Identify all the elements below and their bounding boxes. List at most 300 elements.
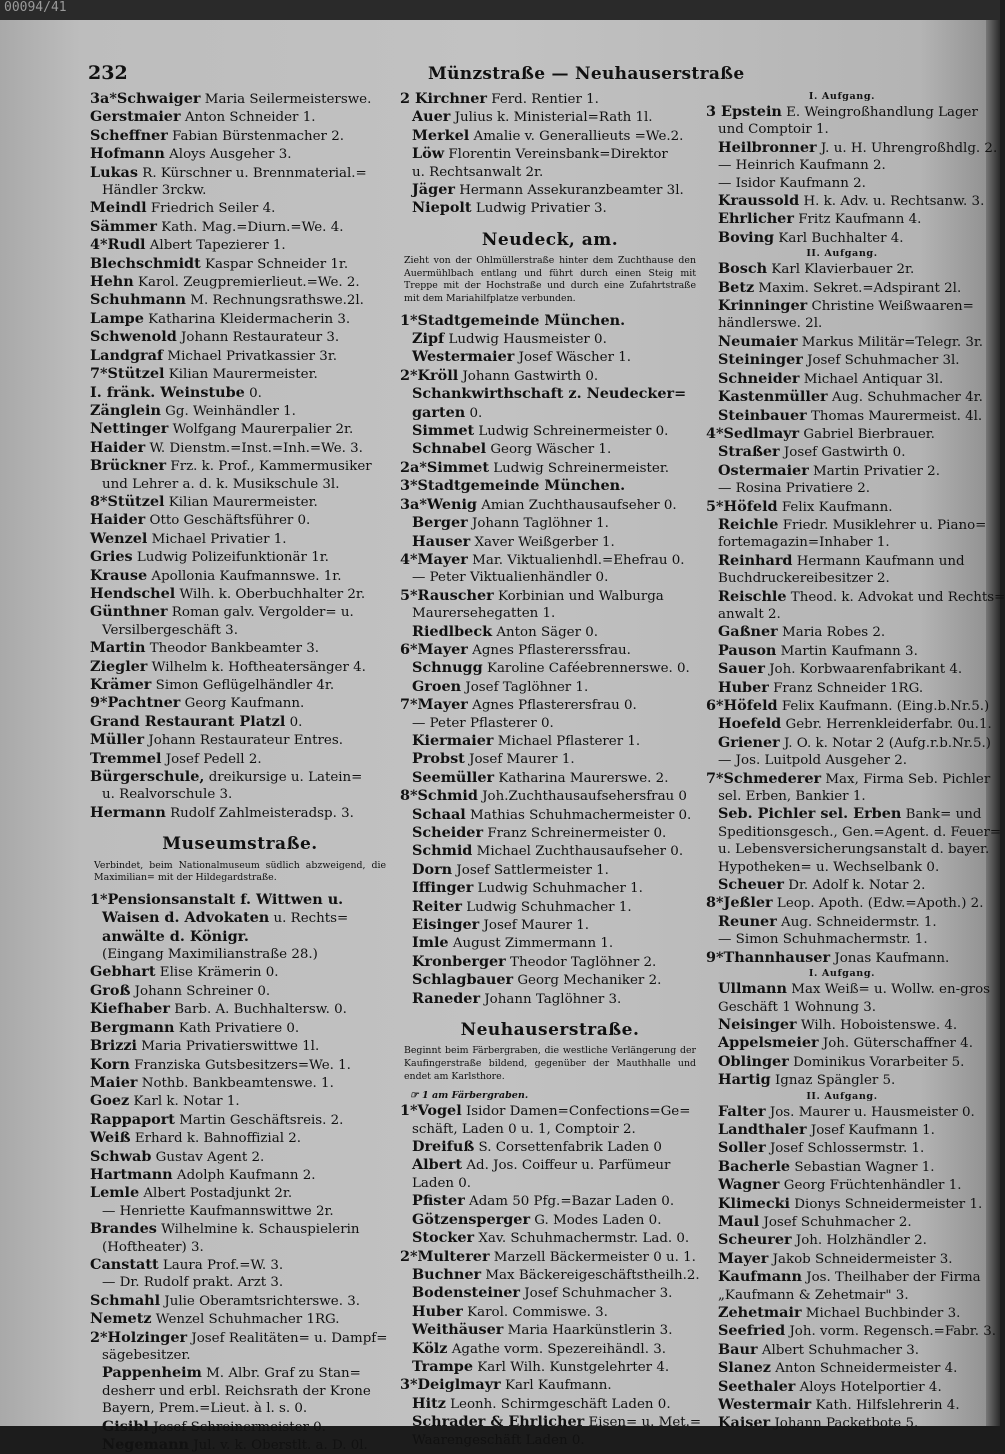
entry-detail: Maurersehegatten 1. [412, 606, 556, 622]
directory-entry [90, 676, 390, 694]
resident-name: Mayer [718, 1249, 769, 1267]
street-heading: Museumstraße. [162, 834, 318, 855]
directory-entry [706, 1103, 978, 1121]
resident-name: I. fränk. Weinstube [90, 383, 245, 401]
entry-detail: Aug. Schuhmacher 4r. [831, 390, 983, 406]
directory-entry [400, 623, 700, 641]
resident-name: Seb. Pichler sel. Erben [718, 805, 902, 823]
entry-detail: Ludwig Schuhmacher 1. [477, 881, 643, 897]
directory-entry [90, 1203, 390, 1220]
resident-name: Imle [412, 934, 449, 952]
resident-name: Hartmann [90, 1165, 173, 1183]
entry-detail: Max, Firma Seb. Pichler [825, 771, 991, 787]
entry-detail: Johann Taglöhner 3. [484, 991, 622, 1007]
resident-name: Canstatt [90, 1255, 159, 1273]
entry-detail: Eisen= u. Met.= [588, 1415, 702, 1431]
directory-entry [90, 108, 390, 126]
resident-name: Schmahl [90, 1291, 161, 1309]
entry-detail: Mar. Viktualienhdl.=Ehefrau 0. [472, 552, 685, 568]
resident-name: 3a*Wenig [400, 495, 477, 513]
entry-detail: Maria Privatierswittwe 1l. [141, 1039, 320, 1055]
resident-name: Probst [412, 750, 465, 768]
directory-entry [90, 310, 390, 328]
directory-entry [400, 1102, 700, 1120]
directory-entry [90, 1274, 390, 1291]
entry-detail: Franz Schneider 1RG. [773, 680, 924, 696]
resident-name: Schrader & Ehrlicher [412, 1413, 585, 1431]
stairway-heading: I. Aufgang. [808, 91, 876, 102]
directory-entry [400, 533, 700, 551]
directory-entry [400, 90, 700, 108]
entry-detail: Ludwig Polizeifunktionär 1r. [136, 550, 329, 566]
resident-name: Krause [90, 566, 148, 584]
resident-name: Bürgerschule, [90, 768, 205, 786]
directory-entry [400, 587, 700, 605]
directory-entry [706, 552, 978, 570]
resident-name: Negemann [102, 1436, 190, 1454]
entry-detail: Jos. Theilhaber der Firma [806, 1270, 981, 1286]
resident-name: Klimecki [718, 1194, 791, 1212]
entry-detail: Simon Geflügelhändler 4r. [155, 678, 335, 693]
entry-detail: Albert Postadjunkt 2r. [143, 1186, 293, 1202]
entry-detail: Martin Geschäftsreis. 2. [179, 1112, 344, 1128]
resident-name: Reinhard [718, 551, 793, 569]
directory-entry [400, 659, 700, 677]
entry-detail: August Zimmermann 1. [452, 936, 614, 952]
directory-entry [90, 1292, 390, 1310]
directory-entry [90, 1000, 390, 1018]
resident-name: Hauser [412, 532, 471, 550]
resident-name: Scheurer [718, 1231, 792, 1249]
resident-name: Maul [718, 1212, 760, 1230]
directory-entry [90, 199, 390, 217]
directory-entry [706, 443, 978, 461]
directory-entry [706, 1176, 978, 1194]
entry-detail: Karl Wilh. Kunstgelehrter 4. [477, 1359, 670, 1375]
directory-entry [706, 769, 991, 788]
entry-detail: Kaspar Schneider 1r. [205, 256, 349, 272]
entry-detail: Michael Privatier 1. [151, 531, 287, 547]
entry-detail: Hermann Assekuranzbeamter 3l. [459, 183, 684, 199]
entry-detail: Hermann Kaufmann und [796, 553, 965, 569]
resident-name: Schmid [412, 842, 473, 860]
resident-name: Seethaler [718, 1377, 796, 1395]
entry-detail: Josef Schreinermeister 0. [153, 1419, 326, 1435]
directory-entry [90, 493, 390, 511]
directory-entry [90, 1148, 390, 1166]
resident-name: Huber [412, 1302, 463, 1320]
entry-detail: Friedrich Seiler 4. [150, 201, 276, 217]
entry-detail: Gabriel Bierbrauer. [803, 426, 935, 442]
resident-name: 4*Rudl [90, 236, 146, 254]
resident-name: Goez [90, 1092, 130, 1110]
directory-entry [90, 622, 390, 639]
entry-detail: G. Modes Laden 0. [534, 1212, 662, 1228]
entry-detail: Aug. Schneidermstr. 1. [781, 914, 937, 930]
resident-name: 1*Stadtgemeinde München. [400, 311, 626, 329]
directory-entry [400, 1211, 700, 1229]
entry-detail: — Simon Schuhmachermstr. 1. [718, 932, 928, 948]
directory-entry [400, 1376, 700, 1394]
directory-entry [706, 534, 978, 551]
resident-name: Betz [718, 278, 755, 296]
directory-entry [400, 514, 700, 532]
resident-name: Rappaport [90, 1110, 175, 1128]
entry-detail: Karol. Zeugpremierlieut.=We. 2. [137, 275, 360, 291]
directory-entry [706, 332, 984, 351]
directory-entry [706, 587, 1005, 606]
directory-entry [90, 1019, 390, 1037]
directory-entry [90, 236, 390, 254]
resident-name: Waisen d. Advokaten [102, 909, 270, 927]
directory-entry [706, 1304, 978, 1322]
stairway-heading: II. Aufgang. [806, 248, 878, 260]
directory-entry [400, 715, 700, 732]
entry-detail: Laden 0. [412, 1175, 472, 1191]
directory-entry [400, 385, 700, 403]
running-head: Münzstraße — Neuhauserstraße [428, 64, 745, 84]
directory-entry [400, 477, 700, 495]
resident-name: Stocker [412, 1229, 475, 1247]
resident-name: Kaiser [718, 1414, 771, 1432]
entry-detail: Johann Restaurateur 3. [181, 330, 340, 346]
entry-detail: Apollonia Kaufmannswe. 1r. [151, 568, 342, 584]
entry-detail: (Hoftheater) 3. [102, 1239, 204, 1255]
directory-entry [400, 971, 700, 989]
resident-name: Korn [90, 1055, 130, 1073]
entry-detail: Josef Realitäten= u. Dampf= [191, 1330, 388, 1346]
directory-entry [400, 750, 700, 768]
resident-name: Sauer [718, 660, 765, 678]
resident-name: Krämer [90, 676, 152, 693]
entry-detail: Jonas Kaufmann. [834, 950, 950, 966]
directory-entry [90, 891, 390, 909]
directory-entry [706, 715, 992, 733]
entry-detail: Leonh. Schirmgeschäft Laden 0. [450, 1396, 671, 1412]
entry-detail: Ludwig Privatier 3. [475, 201, 607, 217]
resident-name: Dorn [412, 860, 453, 878]
entry-detail: Dominikus Vorarbeiter 5. [793, 1054, 965, 1070]
directory-entry [706, 1194, 983, 1213]
directory-entry [90, 731, 390, 749]
entry-detail: händlerswe. 2l. [718, 316, 823, 332]
directory-entry [706, 121, 978, 138]
entry-detail: Amalie v. Generallieuts =We.2. [473, 128, 684, 144]
directory-entry [706, 351, 978, 369]
directory-entry [90, 1074, 390, 1092]
resident-name: Groen [412, 677, 462, 695]
resident-name: Auer [412, 108, 451, 126]
entry-detail: Georg Früchtenhändler 1. [783, 1178, 962, 1194]
entry-detail: Anton Schneidermeister 4. [775, 1361, 958, 1377]
resident-name: Albert [412, 1156, 463, 1174]
entry-detail: Georg Mechaniker 2. [517, 973, 662, 989]
resident-name: garten [412, 403, 466, 421]
entry-detail: Katharina Kleidermacherin 3. [148, 311, 351, 327]
entry-detail: — Peter Viktualienhändler 0. [412, 570, 609, 586]
resident-name: Haider [90, 438, 146, 456]
resident-name: Simmet [412, 422, 475, 440]
scan-label: 00094/41 [4, 0, 67, 15]
entry-detail: — Jos. Luitpold Ausgeher 2. [718, 753, 908, 769]
entry-detail: Agathe vorm. Spezereihändl. 3. [451, 1341, 666, 1357]
resident-name: 7*Schmederer [706, 769, 822, 787]
entry-detail: Ferd. Rentier 1. [491, 92, 599, 107]
entry-detail: sel. Erben, Bankier 1. [718, 789, 866, 805]
entry-detail: Julius k. Ministerial=Rath 1l. [454, 110, 653, 126]
resident-name: 2*Multerer [400, 1247, 490, 1265]
entry-detail: „Kaufmann & Zehetmair" 3. [718, 1287, 909, 1303]
directory-entry [400, 1413, 700, 1431]
entry-detail: Ludwig Schreinermeister. [493, 460, 670, 476]
entry-detail: Isidor Damen=Confections=Ge= [465, 1104, 691, 1120]
directory-entry [90, 946, 390, 963]
directory-entry [400, 1340, 700, 1358]
entry-detail: Korbinian und Walburga [497, 588, 664, 604]
entry-detail: Amian Zuchthausaufseher 0. [481, 497, 677, 513]
directory-entry [90, 457, 390, 475]
directory-entry [706, 1213, 978, 1231]
directory-entry [400, 459, 700, 477]
entry-detail: Georg Kaufmann. [184, 696, 305, 712]
directory-entry [400, 1358, 700, 1376]
directory-entry [90, 127, 390, 145]
entry-detail: Händler 3rckw. [102, 183, 207, 199]
resident-name: Ullmann [718, 980, 787, 998]
entry-detail: Josef Pedell 2. [165, 751, 262, 767]
entry-detail: J. u. H. Uhrengroßhdlg. 2. [820, 140, 998, 156]
directory-entry [400, 145, 700, 163]
directory-entry [706, 752, 978, 769]
directory-entry [90, 420, 390, 438]
entry-detail: Frz. k. Prof., Kammermusiker [170, 459, 372, 475]
entry-detail: Thomas Maurermeist. 4l. [810, 408, 983, 424]
directory-entry [90, 476, 390, 493]
entry-detail: Theodor Taglöhner 2. [510, 954, 657, 970]
entry-detail: — Henriette Kaufmannswittwe 2r. [102, 1203, 334, 1219]
resident-name: Meindl [90, 199, 147, 217]
directory-entry [90, 164, 390, 182]
resident-name: Günthner [90, 603, 168, 621]
entry-detail: Fritz Kaufmann 4. [798, 212, 922, 228]
resident-name: Steininger [718, 351, 803, 369]
resident-name: Schuhmann [90, 291, 187, 309]
entry-detail: Aloys Hotelportier 4. [799, 1379, 942, 1395]
directory-entry [400, 732, 700, 750]
directory-entry [706, 642, 978, 660]
directory-entry [706, 1053, 978, 1071]
entry-detail: Joh. Korbwaarenfabrikant 4. [769, 662, 963, 678]
directory-entry [400, 367, 700, 385]
resident-name: Baur [718, 1340, 758, 1358]
directory-entry [90, 982, 390, 1000]
resident-name: Maier [90, 1073, 138, 1091]
directory-entry [706, 980, 991, 998]
resident-name: Weiß [90, 1129, 131, 1147]
resident-name: Reischle [718, 587, 787, 605]
directory-entry [706, 1158, 978, 1176]
entry-detail: und Comptoir 1. [718, 122, 829, 138]
directory-entry [90, 713, 390, 731]
resident-name: Zänglein [90, 401, 161, 419]
resident-name: Pfister [412, 1192, 465, 1210]
directory-entry [90, 1056, 390, 1074]
resident-name: Hehn [90, 273, 134, 291]
resident-name: Dreifuß [412, 1138, 475, 1156]
resident-name: Kraussold [718, 192, 800, 210]
resident-name: Gerstmaier [90, 108, 181, 126]
directory-entry [90, 365, 390, 383]
directory-entry [90, 90, 390, 108]
resident-name: Scheuer [718, 876, 784, 894]
directory-entry [90, 1418, 390, 1436]
entry-detail: Rudolf Zahlmeisteradsp. 3. [170, 805, 354, 821]
entry-detail: Felix Kaufmann. [781, 499, 893, 515]
entry-detail: Mathias Schuhmachermeister 0. [470, 807, 692, 823]
directory-entry [90, 768, 390, 786]
entry-detail: u. Realvorschule 3. [102, 787, 233, 803]
directory-entry [400, 330, 700, 348]
resident-name: Westermair [718, 1396, 812, 1414]
resident-name: Slanez [718, 1359, 771, 1377]
entry-detail: Friedr. Musiklehrer u. Piano= [782, 517, 987, 533]
resident-name: Gries [90, 548, 133, 566]
entry-detail: Roman galv. Vergolder= u. [171, 605, 354, 621]
resident-name: 7*Stützel [90, 365, 165, 383]
resident-name: 1*Pensionsanstalt f. Wittwen u. [90, 890, 344, 908]
street-heading: Neuhauserstraße. [460, 1020, 640, 1041]
entry-detail: Michael Zuchthausaufseher 0. [476, 844, 684, 860]
resident-name: Riedlbeck [412, 622, 493, 640]
entry-detail: Wilh. k. Oberbuchhalter 2r. [179, 586, 366, 602]
directory-entry [90, 1239, 390, 1256]
directory-entry [706, 1341, 978, 1359]
directory-entry [400, 934, 700, 952]
column-middle [400, 90, 700, 1449]
resident-name: Sämmer [90, 217, 157, 235]
directory-entry [400, 199, 700, 217]
directory-entry [90, 928, 390, 946]
directory-entry [706, 425, 978, 443]
directory-entry [706, 1034, 978, 1052]
directory-entry [90, 402, 390, 420]
resident-name: Merkel [412, 126, 470, 144]
resident-name: Kronberger [412, 952, 506, 970]
entry-detail: — Rosina Privatiere 2. [718, 481, 870, 497]
resident-name: Weithäuser [412, 1321, 504, 1339]
directory-entry [706, 297, 978, 315]
entry-detail: Markus Militär=Telegr. 3r. [801, 334, 984, 350]
entry-detail: Fabian Bürstenmacher 2. [172, 128, 344, 144]
entry-detail: Josef Gastwirth 0. [783, 445, 906, 461]
directory-entry [706, 515, 987, 534]
resident-name: Hofmann [90, 145, 165, 163]
resident-name: Schaal [412, 805, 466, 823]
directory-entry [90, 384, 390, 402]
resident-name: Wenzel [90, 529, 148, 547]
entry-detail: Josef Maurer 1. [483, 918, 590, 934]
resident-name: Iffinger [412, 879, 474, 897]
directory-entry [706, 623, 978, 641]
resident-name: Zehetmair [718, 1304, 802, 1321]
resident-name: Straßer [718, 443, 780, 461]
directory-entry [400, 953, 700, 971]
resident-name: 6*Höfeld [706, 697, 778, 714]
directory-entry [90, 1111, 390, 1129]
directory-entry [706, 1016, 978, 1034]
resident-name: Huber [718, 678, 769, 696]
entry-detail: — Dr. Rudolf prakt. Arzt 3. [102, 1275, 284, 1291]
entry-detail: Kilian Maurermeister. [168, 494, 318, 510]
directory-entry [90, 1184, 390, 1202]
directory-entry [400, 1121, 700, 1138]
resident-name: 7*Mayer [400, 696, 468, 714]
directory-entry [706, 733, 991, 752]
directory-entry [706, 570, 978, 587]
directory-entry [706, 824, 1002, 841]
entry-detail: Joh.Zuchthausaufsehersfrau 0 [482, 789, 687, 805]
entry-detail: Jos. Maurer u. Hausmeister 0. [769, 1104, 975, 1120]
entry-detail: Nothb. Bankbeamtenswe. 1. [141, 1075, 334, 1091]
entry-detail: Karl k. Notar 1. [133, 1094, 240, 1110]
directory-entry [90, 694, 390, 712]
resident-name: Seemüller [412, 768, 495, 786]
entry-detail: (Eingang Maximilianstraße 28.) [102, 947, 318, 963]
entry-detail: Josef Schuhmacher 2. [763, 1214, 912, 1230]
directory-entry [706, 679, 978, 697]
entry-detail: Wilhelmine k. Schauspielerin [161, 1222, 360, 1238]
resident-name: Westermaier [412, 348, 515, 366]
resident-name: 2*Kröll [400, 366, 459, 384]
directory-entry [400, 696, 700, 714]
column-right [706, 90, 1005, 1433]
entry-detail: Josef Taglöhner 1. [465, 679, 589, 695]
resident-name: Nettinger [90, 420, 169, 438]
resident-name: Jäger [412, 181, 455, 199]
directory-entry [90, 1166, 390, 1184]
directory-entry [706, 370, 978, 388]
directory-entry [90, 585, 390, 603]
entry-detail: dreikursige u. Latein= [208, 770, 363, 786]
entry-detail: J. O. k. Notar 2 (Aufg.r.b.Nr.5.) [783, 735, 991, 751]
entry-detail: Jakob Schneidermeister 3. [772, 1251, 953, 1267]
entry-detail: Karl Klavierbauer 2r. [771, 262, 915, 278]
entry-detail: Dr. Adolf k. Notar 2. [788, 878, 926, 894]
entry-detail: Jul. v. k. Oberstlt. a. D. 0l. [193, 1438, 368, 1454]
resident-name: Schnabel [412, 440, 487, 458]
directory-entry [706, 1139, 978, 1157]
directory-entry [400, 551, 700, 569]
entry-detail: Aloys Ausgeher 3. [169, 147, 292, 163]
directory-entry [90, 291, 390, 309]
street-start-note: ☞ 1 am Färbergraben. [410, 1090, 529, 1102]
entry-detail: Josef Sattlermeister 1. [456, 862, 609, 878]
directory-entry [400, 108, 700, 126]
resident-name: Groß [90, 981, 131, 999]
entry-detail: Adolph Kaufmann 2. [176, 1167, 316, 1183]
directory-entry [90, 658, 390, 676]
directory-entry [400, 605, 700, 622]
entry-detail: Ad. Jos. Coiffeur u. Parfümeur [466, 1158, 671, 1174]
entry-detail: Ignaz Spängler 5. [774, 1073, 896, 1089]
directory-entry [90, 1037, 390, 1055]
entry-detail: Johann Packetbote 5. [774, 1416, 919, 1432]
resident-name: Reichle [718, 515, 779, 533]
directory-entry [90, 1310, 390, 1328]
directory-entry [706, 876, 978, 894]
entry-detail: Buchdruckereibesitzer 2. [718, 571, 890, 587]
directory-entry [706, 175, 978, 192]
